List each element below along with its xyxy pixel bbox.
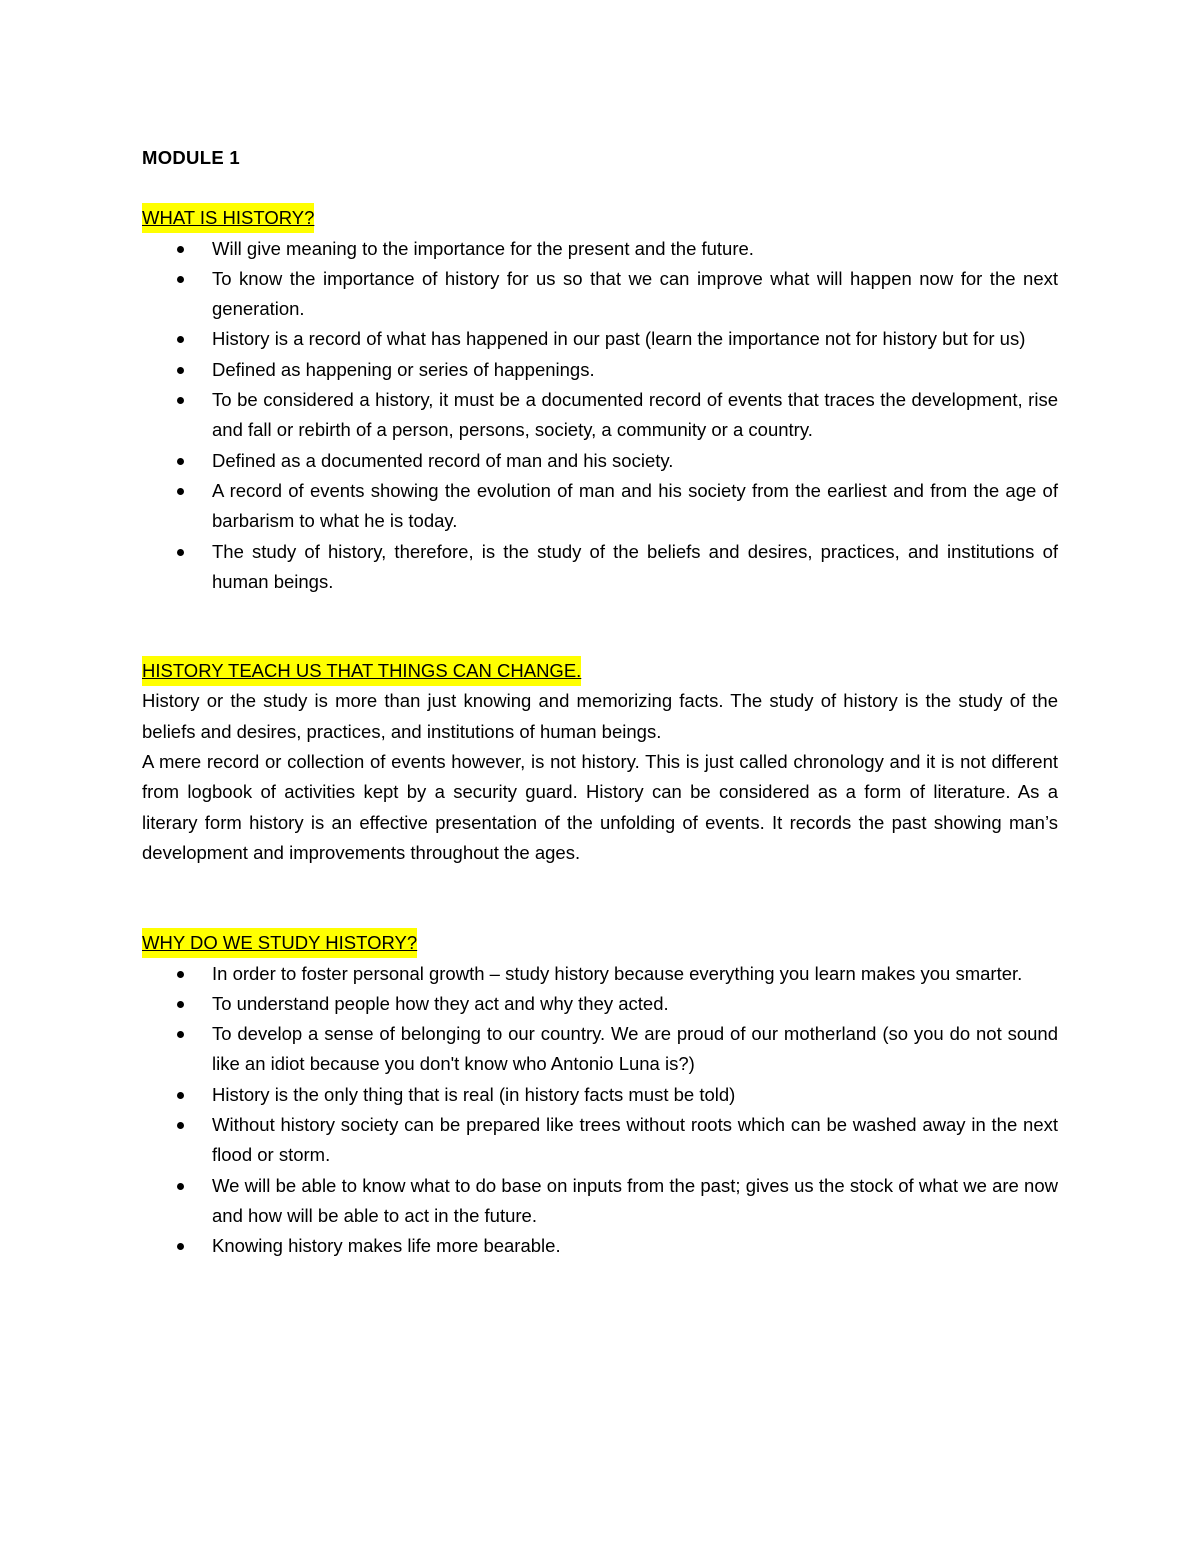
bullet-icon <box>177 1122 184 1129</box>
list-item <box>142 1231 1058 1261</box>
list-item <box>142 1080 1058 1110</box>
section-heading-what-is-history: WHAT IS HISTORY? <box>142 203 314 233</box>
list-item-text: We will be able to know what to do base on inputs from the past; gives us the stock of what we are now and how will be able to act in the future. <box>212 1174 1058 1226</box>
list-item-text: To understand people how they act and why they acted. <box>212 992 669 1014</box>
list-item-text: The study of history, therefore, is the study of the beliefs and desires, practices, and institutions of human beings. <box>212 540 1058 592</box>
bullet-icon <box>177 367 184 374</box>
bullet-icon <box>177 488 184 495</box>
list-item <box>142 446 1058 476</box>
list-item <box>142 355 1058 385</box>
list-item-text: Will give meaning to the importance for the present and the future. <box>212 237 754 259</box>
list-item-text: Knowing history makes life more bearable. <box>212 1235 561 1257</box>
bullet-icon <box>177 971 184 978</box>
why-study-list <box>142 959 1058 1262</box>
list-item <box>142 959 1058 989</box>
bullet-icon <box>177 246 184 253</box>
section-what-is-history <box>142 203 1058 233</box>
list-item <box>142 234 1058 264</box>
paragraph: History or the study is more than just knowing and memorizing facts. The study of history is the study of the beliefs and desires, practices, and institutions of human beings. <box>142 690 1058 742</box>
list-item-text: History is a record of what has happened in our past (learn the importance not for history but for us) <box>212 328 1026 350</box>
list-item <box>142 385 1058 446</box>
bullet-icon <box>177 549 184 556</box>
list-item <box>142 324 1058 354</box>
section-heading-history-teach: HISTORY TEACH US THAT THINGS CAN CHANGE. <box>142 656 581 686</box>
list-item <box>142 1171 1058 1232</box>
section-history-teach <box>142 656 1058 686</box>
section-heading-why-study: WHY DO WE STUDY HISTORY? <box>142 928 417 958</box>
list-item-text: To know the importance of history for us so that we can improve what will happen now for the next generation. <box>212 267 1058 320</box>
list-item <box>142 264 1058 325</box>
list-item <box>142 1019 1058 1080</box>
list-item-text: To develop a sense of belonging to our country. We are proud of our motherland (so you do not sound like an idiot because you don't know who Antonio Luna is?) <box>212 1023 1058 1075</box>
list-item-text: To be considered a history, it must be a documented record of events that traces the development, rise and fall or rebirth of a person, persons, society, a community or a country. <box>212 389 1058 441</box>
list-item <box>142 989 1058 1019</box>
what-is-history-list <box>142 234 1058 598</box>
document-content <box>142 143 1058 1262</box>
list-item-text: Defined as happening or series of happenings. <box>212 358 595 380</box>
bullet-icon <box>177 458 184 465</box>
paragraph: A mere record or collection of events however, is not history. This is just called chronology and it is not different from logbook of activities kept by a security guard. History can be considered as a form of literature. As a literary form history is an effective presentation of the unfolding of events. It records the past showing man’s development and improvements throughout the ages. <box>142 751 1058 863</box>
bullet-icon <box>177 1001 184 1008</box>
list-item-text: A record of events showing the evolution of man and his society from the earliest and from the age of barbarism to what he is today. <box>212 479 1058 532</box>
section-why-study <box>142 928 1058 958</box>
list-item-text: History is the only thing that is real (in history facts must be told) <box>212 1083 736 1105</box>
list-item <box>142 537 1058 598</box>
bullet-icon <box>177 397 184 404</box>
bullet-icon <box>177 1243 184 1250</box>
section-spacer <box>142 868 1058 928</box>
bullet-icon <box>177 1031 184 1038</box>
bullet-icon <box>177 1092 184 1099</box>
bullet-icon <box>177 336 184 343</box>
section-spacer <box>142 597 1058 656</box>
bullet-icon <box>177 276 184 283</box>
list-item <box>142 476 1058 537</box>
list-item-text: Defined as a documented record of man and his society. <box>212 449 674 471</box>
module-title: MODULE 1 <box>142 147 240 168</box>
bullet-icon <box>177 1183 184 1190</box>
list-item-text: In order to foster personal growth – study history because everything you learn makes you smarter. <box>212 962 1023 984</box>
list-item <box>142 1110 1058 1171</box>
list-item-text: Without history society can be prepared like trees without roots which can be washed away in the next flood or storm. <box>212 1114 1058 1166</box>
